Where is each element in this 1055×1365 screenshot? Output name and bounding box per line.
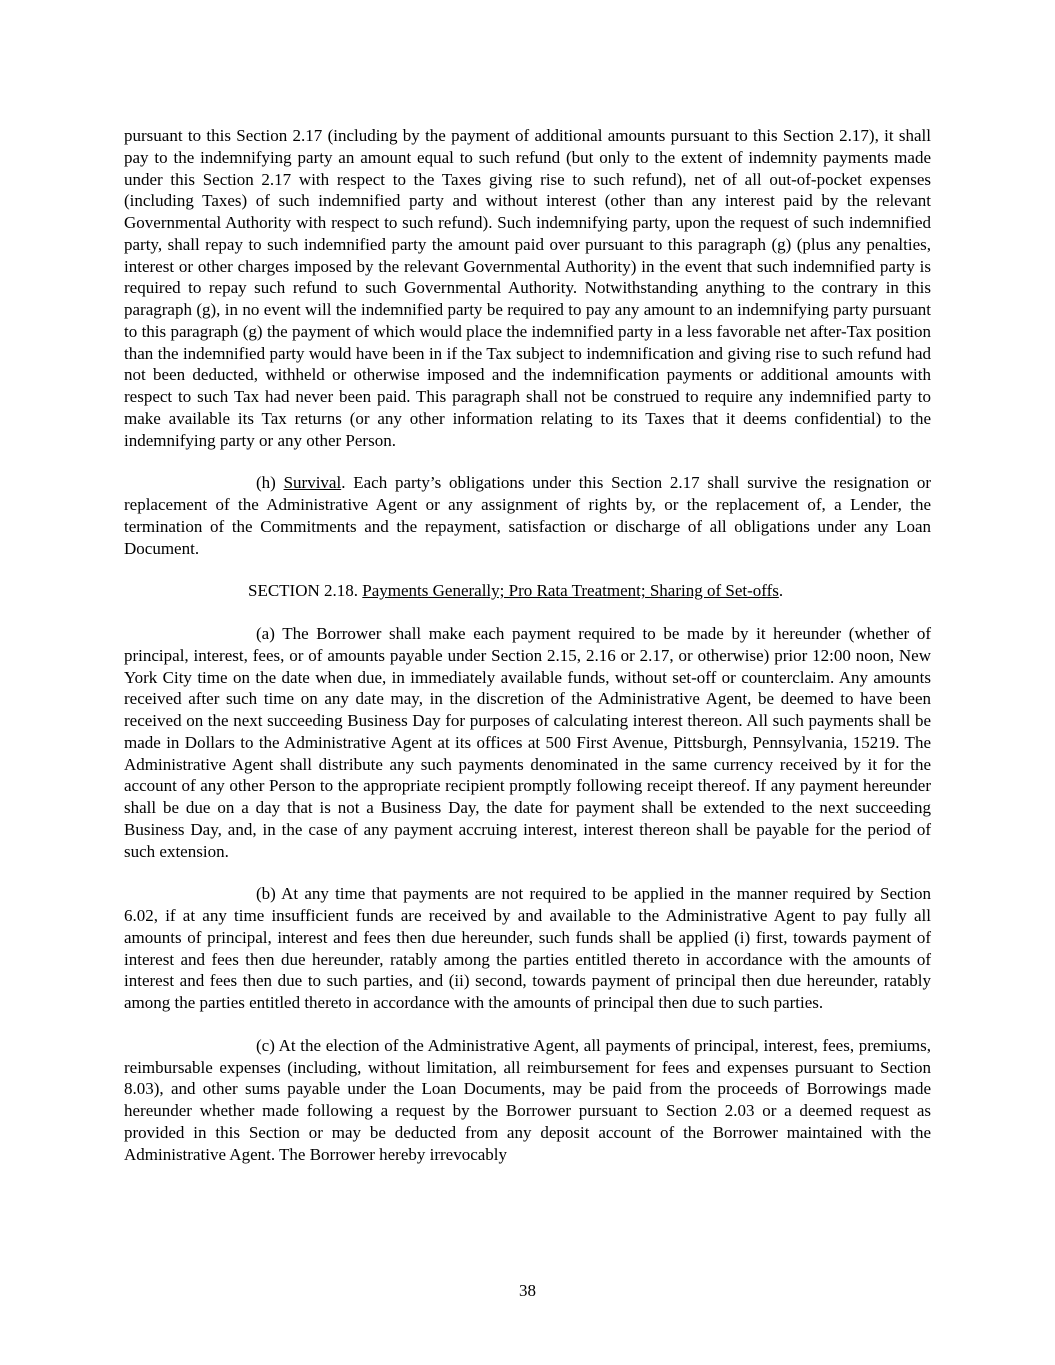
page-number: 38 bbox=[519, 1281, 536, 1300]
section-number: SECTION 2.18. bbox=[248, 581, 363, 601]
section-heading bbox=[124, 580, 931, 602]
section-title: Payments Generally; Pro Rata Treatment; Sharing of Set-offs bbox=[362, 581, 779, 601]
paragraph-h-prefix: (h) bbox=[256, 473, 284, 493]
paragraph-c: (c) At the election of the Administrative Agent, all payments of principal, interest, fees, premiums, reimbursable expenses (including, without limitation, all reimbursement for fees and expenses pursuant to Section 8.03), and other sums payable under the Loan Documents, may be paid from the proceeds of Borrowings made hereunder whether made following a request by the Borrower pursuant to Section 2.03 or a deemed request as provided in this Section or may be deducted from any deposit account of the Borrower maintained with the Administrative Agent. The Borrower hereby irrevocably bbox=[124, 1035, 931, 1164]
paragraph-h-text: . Each party’s obligations under this Section 2.17 shall survive the resignation or replacement of the Administrative Agent or any assignment of rights by, or the replacement of, a Lender, the termination of the Commitments and the repayment, satisfaction or discharge of all obligations under any Loan Document. bbox=[124, 473, 931, 558]
section-title-suffix: . bbox=[778, 581, 784, 601]
paragraph-g-continued: pursuant to this Section 2.17 (including by the payment of additional amounts pursuant to this Section 2.17), it shall pay to the indemnifying party an amount equal to such refund (but only to the extent of indemnity payments made under this Section 2.17 with respect to the Taxes giving rise to such refund), net of all out-of-pocket expenses (including Taxes) of such indemnified party and without interest (other than any interest paid by the relevant Governmental Authority with respect to such refund). Such indemnifying party, upon the request of such indemnified party, shall repay to such indemnified party the amount paid over pursuant to this paragraph (g) (plus any penalties, interest or other charges imposed by the relevant Governmental Authority) in the event that such indemnified party is required to repay such refund to such Governmental Authority. Notwithstanding anything to the contrary in this paragraph (g), in no event will the indemnified party be required to pay any amount to an indemnifying party pursuant to this paragraph (g) the payment of which would place the indemnified party in a less favorable net after-Tax position than the indemnified party would have been in if the Tax subject to indemnification and giving rise to such refund had not been deducted, withheld or otherwise imposed and the indemnification payments or additional amounts with respect to such Tax had never been paid. This paragraph shall not be construed to require any indemnified party to make available its Tax returns (or any other information relating to its Taxes that it deems confidential) to the indemnifying party or any other Person. bbox=[124, 126, 931, 450]
document-body bbox=[124, 125, 931, 1186]
paragraph-h-title: Survival bbox=[283, 473, 342, 493]
paragraph-h bbox=[124, 472, 931, 559]
paragraph-b: (b) At any time that payments are not required to be applied in the manner required by Section 6.02, if at any time insufficient funds are received by and available to the Administrative Agent to pay fully all amounts of principal, interest and fees then due hereunder, such funds shall be applied (i) first, towards payment of interest and fees then due hereunder, ratably among the parties entitled thereto in accordance with the amounts of interest and fees then due to such parties, and (ii) second, towards payment of principal then due hereunder, ratably among the parties entitled thereto in accordance with the amounts of principal then due to such parties. bbox=[124, 884, 931, 1012]
paragraph-a: (a) The Borrower shall make each payment required to be made by it hereunder (whether of principal, interest, fees, or of amounts payable under Section 2.15, 2.16 or 2.17, or otherwise) prior 12:00 noon, New York City time on the date when due, in immediately available funds, without set-off or counterclaim. Any amounts received after such time on any date may, in the discretion of the Administrative Agent, be deemed to have been received on the next succeeding Business Day for purposes of calculating interest thereon. All such payments shall be made in Dollars to the Administrative Agent at its offices at 500 First Avenue, Pittsburgh, Pennsylvania, 15219. The Administrative Agent shall distribute any such payments denominated in the same currency received by it for the account of any other Person to the appropriate recipient promptly following receipt thereof. If any payment hereunder shall be due on a day that is not a Business Day, the date for payment shall be extended to the next succeeding Business Day, and, in the case of any payment accruing interest, interest thereon shall be payable for the period of such extension. bbox=[124, 624, 931, 861]
